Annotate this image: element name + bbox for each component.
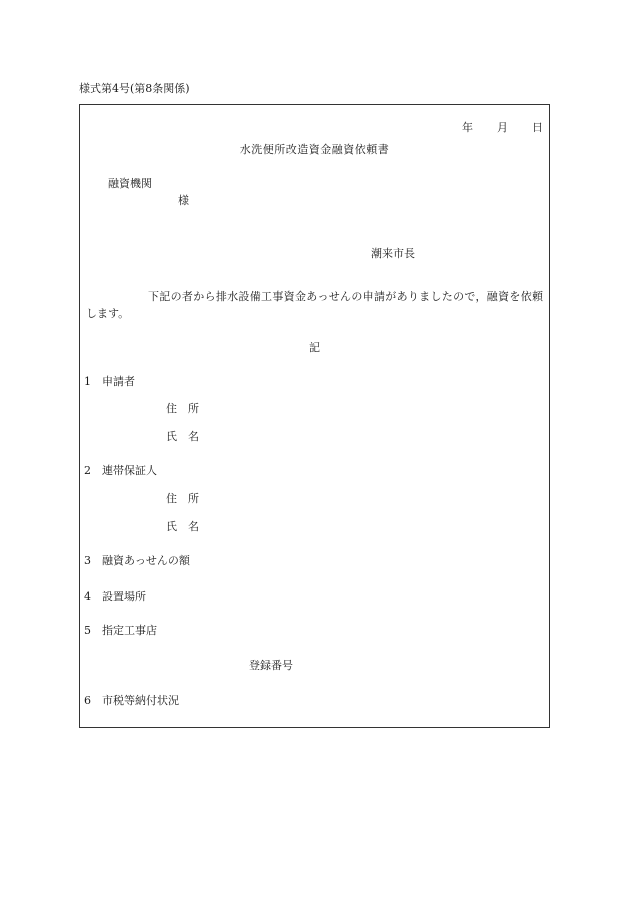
date-line — [462, 119, 543, 135]
item-label: 申請者 — [102, 375, 135, 388]
sender-name: 潮来市長 — [371, 247, 415, 260]
item-label: 融資あっせんの額 — [102, 554, 190, 567]
guarantor-name-label: 氏名 — [166, 520, 210, 533]
request-body-text: 下記の者から排水設備工事資金あっせんの申請がありましたので，融資を依頼します。 — [86, 290, 543, 320]
item-installation-site — [84, 590, 146, 604]
addressee-institution: 融資機関 — [108, 177, 152, 190]
item-number: 5 — [84, 624, 91, 637]
applicant-name-label: 氏名 — [166, 430, 210, 443]
item-loan-amount — [84, 554, 190, 568]
item-number: 2 — [84, 464, 91, 477]
item-guarantor — [84, 464, 157, 478]
addressee-honorific: 様 — [178, 194, 189, 207]
registration-number-label: 登録番号 — [249, 659, 293, 672]
form-number: 様式第4号(第8条関係) — [79, 82, 190, 95]
form-frame — [79, 104, 550, 728]
guarantor-address-label: 住所 — [166, 492, 210, 505]
item-label: 指定工事店 — [102, 624, 157, 637]
item-number: 3 — [84, 554, 91, 567]
ki-heading: 記 — [309, 341, 320, 354]
date-day-label: 日 — [532, 121, 543, 134]
item-applicant — [84, 375, 135, 389]
document-title: 水洗便所改造資金融資依頼書 — [239, 143, 390, 156]
item-contractor — [84, 624, 157, 638]
item-number: 4 — [84, 590, 91, 603]
date-year-label: 年 — [462, 121, 473, 134]
item-number: 6 — [84, 694, 91, 707]
item-tax-status — [84, 694, 179, 708]
item-label: 連帯保証人 — [102, 464, 157, 477]
item-number: 1 — [84, 375, 91, 388]
applicant-address-label: 住所 — [166, 402, 210, 415]
item-label: 設置場所 — [102, 590, 146, 603]
date-month-label: 月 — [497, 121, 508, 134]
item-label: 市税等納付状況 — [102, 694, 179, 707]
